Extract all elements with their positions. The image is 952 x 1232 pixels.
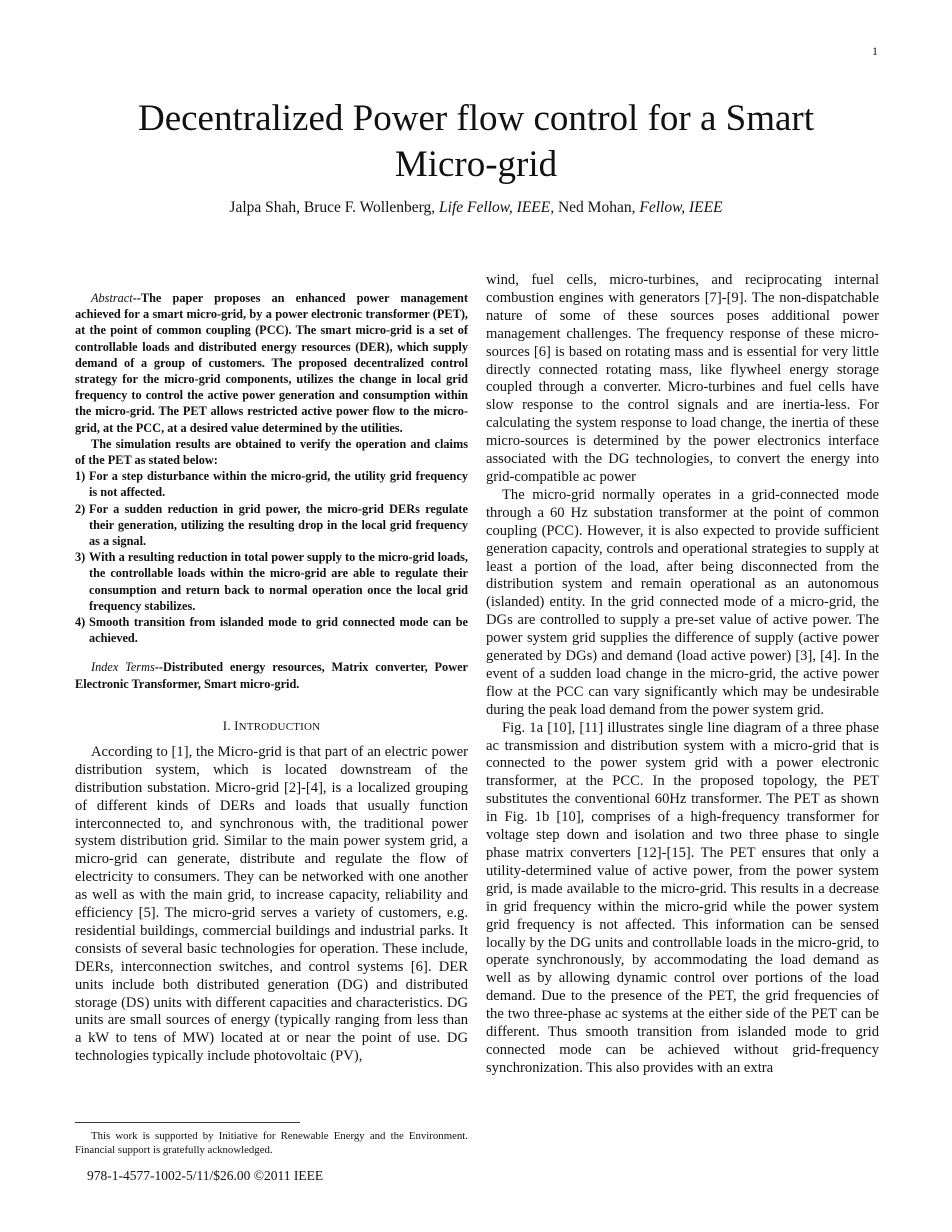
claim-text: For a step disturbance within the micro-grid, the utility grid frequency is not affected.	[89, 469, 468, 500]
claim-num: 4)	[75, 615, 86, 630]
claims-list	[75, 468, 468, 646]
author-names-1: Jalpa Shah, Bruce F. Wollenberg,	[229, 199, 440, 216]
index-terms-text: --Distributed energy resources, Matrix converter, Power Electronic Transformer, Smart micro-grid.	[75, 660, 468, 691]
section-number: I.	[222, 717, 235, 733]
abstract-label: Abstract	[91, 291, 133, 305]
claim-item-3	[75, 549, 468, 614]
paper-title	[0, 96, 952, 188]
page-number: 1	[872, 44, 878, 58]
section-first-letter: I	[234, 717, 239, 733]
claim-text: For a sudden reduction in grid power, the micro-grid DERs regulate their generation, utilizing the resulting drop in the local grid frequency as a signal.	[89, 501, 468, 549]
section-title-rest: NTRODUCTION	[238, 720, 321, 733]
right-paragraph-3: Fig. 1a [10], [11] illustrates single line diagram of a three phase ac transmission and distribution system with a micro-grid that is connected to the power system grid with a power electronic transformer, at the PCC. In the proposed topology, the PET substitutes the conventional 60Hz transformer. The PET as shown in Fig. 1b [10], comprises of a high-frequency transformer for voltage step down and isolation and two three phase to single phase matrix converters [12]-[15]. The PET ensures that only a utility-determined value of active power, from the power system grid, is made available to the micro-grid. This results in a decrease in grid frequency within the micro-grid while the power system grid frequency is not affected. This information can be sensed locally by the DG units and controllable loads in the micro-grid, to operate synchronously, by accommodating the load demand as well as by allowing dynamic control over portions of the load demand. Due to the presence of the PET, the grid frequencies of the two three-phase ac systems at the either side of the PET can be different. Thus smooth transition from islanded mode to grid connected mode can be achieved without grid-frequency synchronization. This also provides with an extra	[486, 719, 879, 1076]
simulation-intro: The simulation results are obtained to verify the operation and claims of the PET as stated below:	[75, 436, 468, 468]
claim-text: Smooth transition from islanded mode to grid connected mode can be achieved.	[89, 615, 468, 646]
title-line-1: Decentralized Power flow control for a Smart	[137, 98, 815, 139]
right-column	[486, 272, 879, 1078]
index-terms-label: Index Terms	[91, 660, 155, 675]
isbn-copyright: 978-1-4577-1002-5/11/$26.00 ©2011 IEEE	[87, 1168, 324, 1183]
claim-item-1	[75, 468, 468, 500]
index-terms	[75, 659, 468, 691]
author-affil-2: Fellow, IEEE	[639, 199, 723, 216]
author-line	[0, 199, 952, 217]
footnote: This work is supported by Initiative for Renewable Energy and the Environment. Financial support is gratefully acknowledged.	[75, 1130, 468, 1156]
abstract	[75, 290, 468, 692]
claim-item-2	[75, 501, 468, 550]
left-column	[75, 290, 468, 1066]
claim-num: 3)	[75, 550, 86, 565]
title-line-2: Micro-grid	[394, 144, 558, 185]
intro-paragraph: According to [1], the Micro-grid is that part of an electric power distribution system, which is located downstream of the distribution substation. Micro-grid [2]-[4], is a localized grouping of different kinds of DERs and loads that usually function interconnected to, and synchronous with, the traditional power system distribution grid. Similar to the main power system grid, a micro-grid can generate, distribute and regulate the flow of electricity to consumers. They can be networked with one another as well as with the main grid, to increase capacity, reliability and efficiency [5]. The micro-grid serves a variety of customers, e.g. residential buildings, commercial buildings and industrial parks. It consists of several basic technologies for operation. These include, DERs, interconnection switches, and control systems [6]. DER units include both distributed generation (DG) and distributed storage (DS) units with different capacities and characteristics. DG units are small sources of energy (typically ranging from less than a kW to tens of MW) located at or near the point of use. DG technologies typically include photovoltaic (PV),	[75, 743, 468, 1065]
author-affil-1: Life Fellow, IEEE,	[439, 199, 555, 216]
claim-text: With a resulting reduction in total power supply to the micro-grid loads, the controllable loads within the micro-grid are able to regulate their consumption and return back to normal operation once the local grid frequency stabilizes.	[89, 550, 468, 613]
footnote-divider	[75, 1122, 300, 1123]
author-names-2: Ned Mohan,	[554, 199, 640, 216]
right-paragraph-2: The micro-grid normally operates in a grid-connected mode through a 60 Hz substation transformer at the point of common coupling (PCC). However, it is also expected to provide sufficient generation capacity, controls and operational strategies to supply at least a portion of the load, after being disconnected from the distribution system and remain operational as an autonomous (islanded) entity. In the grid connected mode of a micro-grid, the DGs are controlled to supply a pre-set value of active power. The power system grid supplies the difference of supply (active power generated by DGs) and demand (load active power) [3], [4]. In the event of a sudden load change in the micro-grid, the active power flow at the PCC can vary significantly which may be undesirable during the peak load demand from the power system grid.	[486, 486, 879, 718]
claim-num: 1)	[75, 469, 86, 484]
introduction-body	[75, 744, 468, 1066]
section-heading-introduction	[75, 718, 468, 734]
abstract-text: --The paper proposes an enhanced power management achieved for a smart micro-grid, by a power electronic transformer (PET), at the point of common coupling (PCC). The smart micro-grid is a set of controllable loads and distributed energy resources (DER), which supply demand of a group of customers. The proposed decentralized control strategy for the micro-grid components, utilizes the change in local grid frequency to control the active power generation and consumption within the micro-grid. The PET allows restricted active power flow to the micro-grid, at the PCC, at a desired value determined by the utilities.	[75, 291, 468, 435]
claim-item-4	[75, 614, 468, 646]
right-paragraph-1: wind, fuel cells, micro-turbines, and reciprocating internal combustion engines with generators [7]-[9]. The non-dispatchable nature of some of these sources poses additional power management challenges. The frequency response of these micro-sources [6] is based on rotating mass and is essential for very little directly connected rotating mass, like flywheel energy storage coupled through a converter. Micro-turbines and fuel cells have slow response to the control signals and are inertia-less. For calculating the system response to load change, the inertia of these micro-sources is determined by the power electronics interface associated with the DG technologies, to convert the energy into grid-compatible ac power	[486, 272, 879, 485]
claim-num: 2)	[75, 501, 86, 516]
abstract-paragraph	[75, 290, 468, 436]
